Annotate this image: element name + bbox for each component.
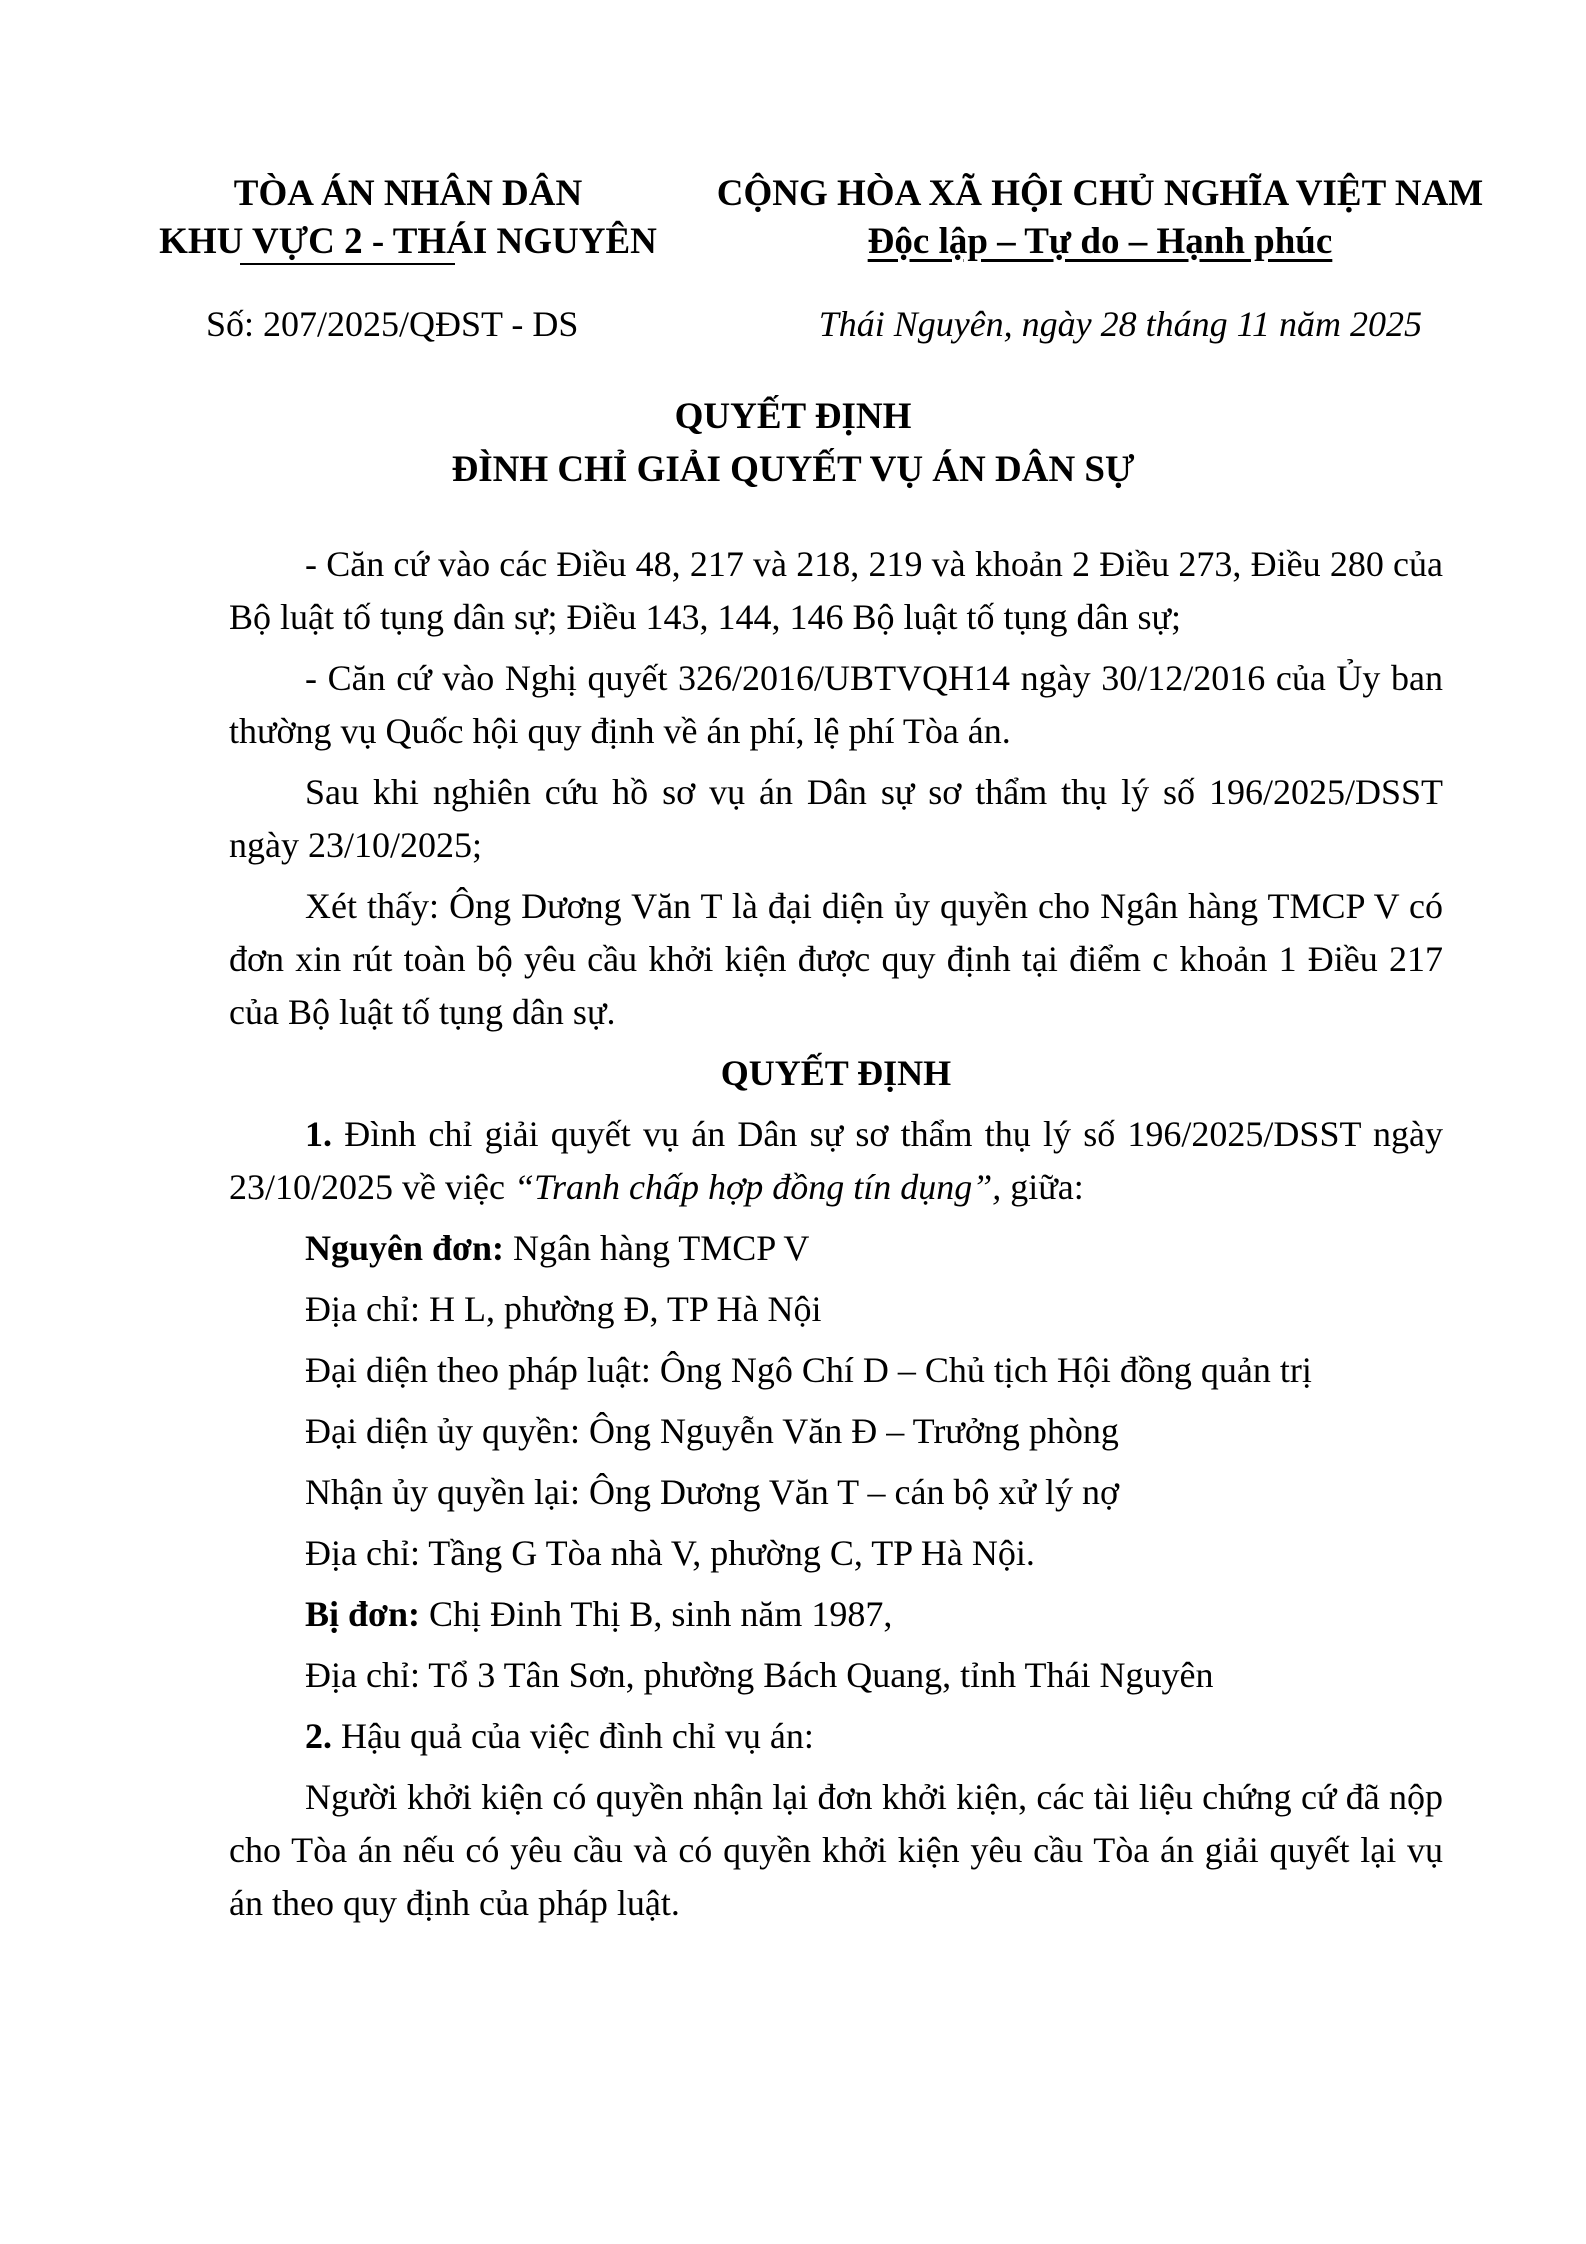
defendant-name: Chị Đinh Thị B, sinh năm 1987, [419, 1594, 893, 1634]
plaintiff-sub-address: Địa chỉ: Tầng G Tòa nhà V, phường C, TP Hà Nội. [305, 1533, 1035, 1573]
plaintiff-authorized-rep: Đại diện ủy quyền: Ông Nguyễn Văn Đ – Trưởng phòng [305, 1411, 1119, 1451]
court-district: KHU VỰC 2 - THÁI NGUYÊN [159, 221, 657, 262]
plaintiff-name: Ngân hàng TMCP V [503, 1228, 810, 1268]
document-body [229, 538, 1443, 1938]
defendant-address: Địa chỉ: Tổ 3 Tân Sơn, phường Bách Quang, tỉnh Thái Nguyên [305, 1655, 1214, 1695]
national-motto-text: Độc lập – Tự do – Hạnh phúc [867, 221, 1333, 262]
item-1-number: 1. [305, 1114, 332, 1154]
national-motto [700, 218, 1500, 266]
case-review: Sau khi nghiên cứu hồ sơ vụ án Dân sự sơ thẩm thụ lý số 196/2025/DSST ngày 23/10/2025; [229, 772, 1443, 865]
legal-basis-1: - Căn cứ vào các Điều 48, 217 và 218, 219 và khoản 2 Điều 273, Điều 280 của Bộ luật tố tụng dân sự; Điều 143, 144, 146 Bộ luật tố tụng dân sự; [229, 544, 1443, 637]
plaintiff [229, 1222, 1443, 1275]
plaintiff-address: Địa chỉ: H L, phường Đ, TP Hà Nội [305, 1289, 822, 1329]
document-number: Số: 207/2025/QĐST - DS [206, 304, 579, 344]
header-underline [240, 263, 455, 265]
item-1-text: Đình chỉ giải quyết vụ án Dân sự sơ thẩm thụ lý số 196/2025/DSST ngày 23/10/2025 về việc [229, 1114, 1443, 1207]
item-1-suffix: giữa: [1001, 1167, 1084, 1207]
defendant-label: Bị đơn: [305, 1594, 420, 1634]
defendant [229, 1588, 1443, 1641]
title-line-2: ĐÌNH CHỈ GIẢI QUYẾT VỤ ÁN DÂN SỰ [451, 449, 1135, 490]
item-2-text: Hậu quả của việc đình chỉ vụ án: [332, 1716, 814, 1756]
plaintiff-label: Nguyên đơn: [305, 1228, 504, 1268]
document-title [0, 390, 1586, 496]
finding: Xét thấy: Ông Dương Văn T là đại diện ủy quyền cho Ngân hàng TMCP V có đơn xin rút toàn bộ yêu cầu khởi kiện được quy định tại điểm c khoản 1 Điều 217 của Bộ luật tố tụng dân sự. [229, 886, 1443, 1032]
legal-basis-2: - Căn cứ vào Nghị quyết 326/2016/UBTVQH14 ngày 30/12/2016 của Ủy ban thường vụ Quốc hội quy định về án phí, lệ phí Tòa án. [229, 658, 1443, 751]
national-motto-block [700, 170, 1500, 266]
plaintiff-sub-authorized: Nhận ủy quyền lại: Ông Dương Văn T – cán bộ xử lý nợ [305, 1472, 1120, 1512]
country-name: CỘNG HÒA XÃ HỘI CHỦ NGHĨA VIỆT NAM [716, 173, 1484, 214]
plaintiff-legal-rep: Đại diện theo pháp luật: Ông Ngô Chí D – Chủ tịch Hội đồng quản trị [305, 1350, 1312, 1390]
decision-heading: QUYẾT ĐỊNH [720, 1053, 952, 1093]
case-type: “Tranh chấp hợp đồng tín dụng”, [513, 1167, 1002, 1207]
court-name-block [148, 170, 668, 266]
place-date: Thái Nguyên, ngày 28 tháng 11 năm 2025 [818, 304, 1422, 344]
title-line-1: QUYẾT ĐỊNH [674, 396, 912, 437]
decision-item-2 [229, 1710, 1443, 1763]
court-name: TÒA ÁN NHÂN DÂN [233, 173, 583, 214]
decision-item-1 [229, 1108, 1443, 1214]
consequence-text: Người khởi kiện có quyền nhận lại đơn khởi kiện, các tài liệu chứng cứ đã nộp cho Tòa án nếu có yêu cầu và có quyền khởi kiện yêu cầu Tòa án giải quyết lại vụ án theo quy định của pháp luật. [229, 1777, 1443, 1923]
item-2-number: 2. [305, 1716, 332, 1756]
